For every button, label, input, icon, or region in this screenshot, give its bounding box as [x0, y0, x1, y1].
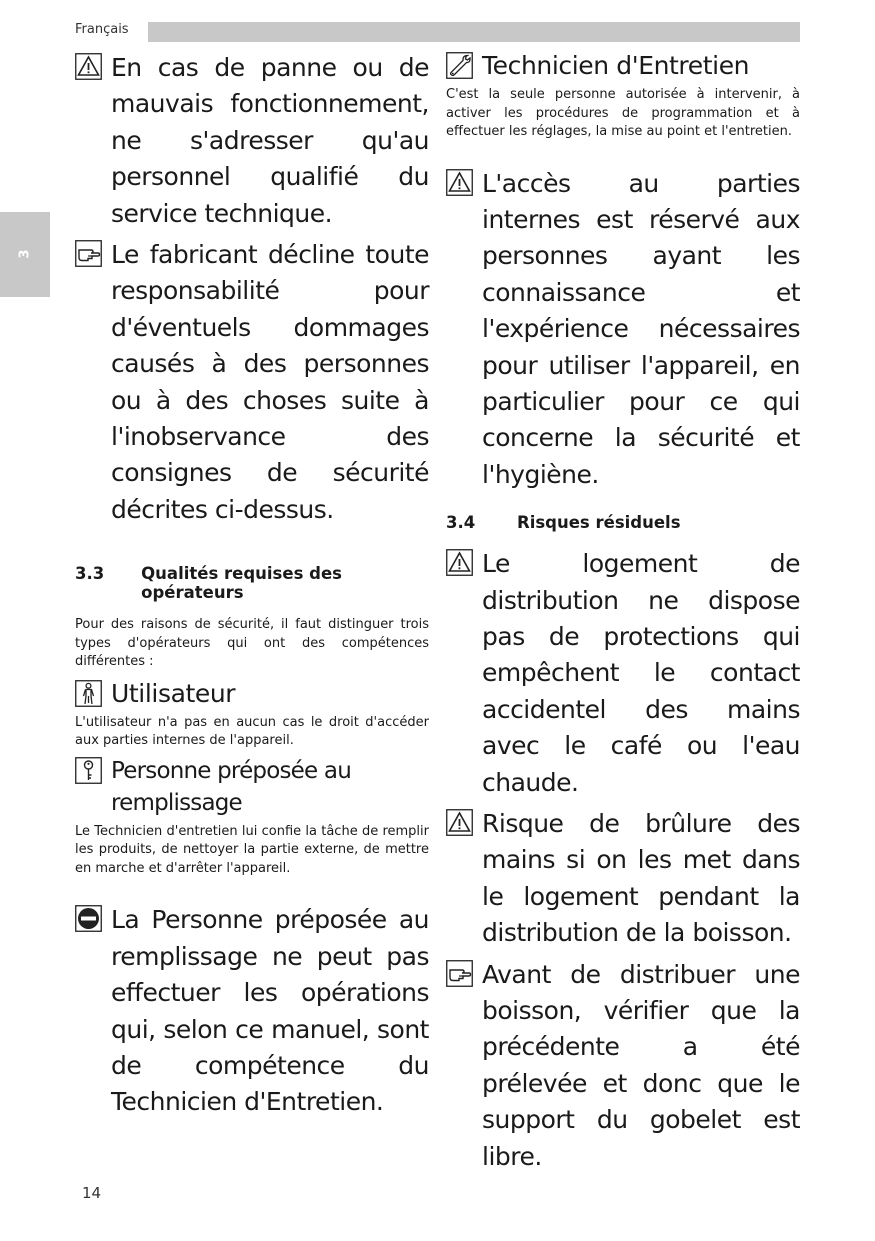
- left-column: [75, 50, 429, 1121]
- chapter-number: 3: [17, 249, 33, 259]
- role-technician-desc: C'est la seule personne autorisée à intervenir, à activer les procédures de programmation et à effectuer les réglages, la mise au point et l'entretien.: [446, 87, 800, 139]
- note-text: La Personne préposée au remplissage ne peut pas effectuer les opérations qui, selon ce manuel, sont de compétence du Technicien d'Entretien.: [111, 905, 429, 1117]
- section-3-3-heading: [75, 564, 429, 602]
- section-number: 3.3: [75, 564, 105, 584]
- role-title: Personne préposée au remplissage: [111, 757, 351, 816]
- role-title: Technicien d'Entretien: [482, 51, 750, 80]
- section-title: Qualités requises des opérateurs: [141, 564, 342, 603]
- note-text: Risque de brûlure des mains si on les met dans le logement pendant la distribution de la boisson.: [482, 809, 800, 948]
- note-text: Avant de distribuer une boisson, vérifier que la précédente a été prélevée et donc que le support du gobelet est libre.: [482, 959, 800, 1171]
- note-text: Le fabricant décline toute responsabilité pour d'éventuels dommages causés à des personnes ou à des choses suite à l'inobservance des consignes de sécurité décrites ci-dessus.: [111, 240, 429, 524]
- note-liability: [75, 237, 429, 528]
- warning-triangle-icon: [446, 809, 473, 836]
- warning-triangle-icon: [446, 549, 473, 576]
- section-intro: Pour des raisons de sécurité, il faut distinguer trois types d'opérateurs qui ont des compétences différentes :: [75, 617, 429, 670]
- note-no-protection: [446, 546, 800, 801]
- no-entry-icon: [75, 905, 102, 932]
- role-filler-desc: Le Technicien d'entretien lui confie la tâche de remplir les produits, de nettoyer la partie externe, de mettre en marche et d'arrêter l'appareil.: [75, 823, 429, 876]
- chapter-tab: [0, 212, 50, 297]
- right-column: [446, 50, 800, 1175]
- key-icon: [75, 757, 102, 784]
- section-3-4-heading: [446, 513, 800, 532]
- page-number: 14: [82, 1184, 102, 1202]
- note-text: L'accès au parties internes est réservé aux personnes ayant les connaissance et l'expérience nécessaires pour utiliser l'appareil, en particulier pour ce qui concerne la sécurité et l'hygiène.: [482, 168, 800, 489]
- section-number: 3.4: [446, 513, 476, 533]
- role-technician: [446, 50, 800, 82]
- role-filler: [75, 755, 429, 819]
- role-title: Utilisateur: [111, 678, 236, 708]
- pointing-hand-icon: [75, 240, 102, 267]
- note-internal-access: [446, 166, 800, 494]
- warning-triangle-icon: [75, 53, 102, 80]
- person-icon: [75, 680, 102, 707]
- role-user: [75, 678, 429, 710]
- note-cup: [446, 957, 800, 1175]
- section-title: Risques résiduels: [517, 513, 681, 533]
- note-breakdown: [75, 50, 429, 232]
- warning-triangle-icon: [446, 169, 473, 196]
- header-bar: [148, 22, 800, 42]
- note-text: En cas de panne ou de mauvais fonctionnement, ne s'adresser qu'au personnel qualifié du service technique.: [111, 53, 429, 228]
- wrench-icon: [446, 52, 473, 79]
- note-prohibition: [75, 902, 429, 1120]
- note-text: Le logement de distribution ne dispose pas de protections qui empêchent le contact accidentel des mains avec le café ou l'eau chaude.: [482, 549, 800, 797]
- pointing-hand-icon: [446, 960, 473, 987]
- note-burn: [446, 806, 800, 952]
- header-language: Français: [75, 22, 129, 37]
- role-user-desc: L'utilisateur n'a pas en aucun cas le droit d'accéder aux parties internes de l'appareil.: [75, 714, 429, 749]
